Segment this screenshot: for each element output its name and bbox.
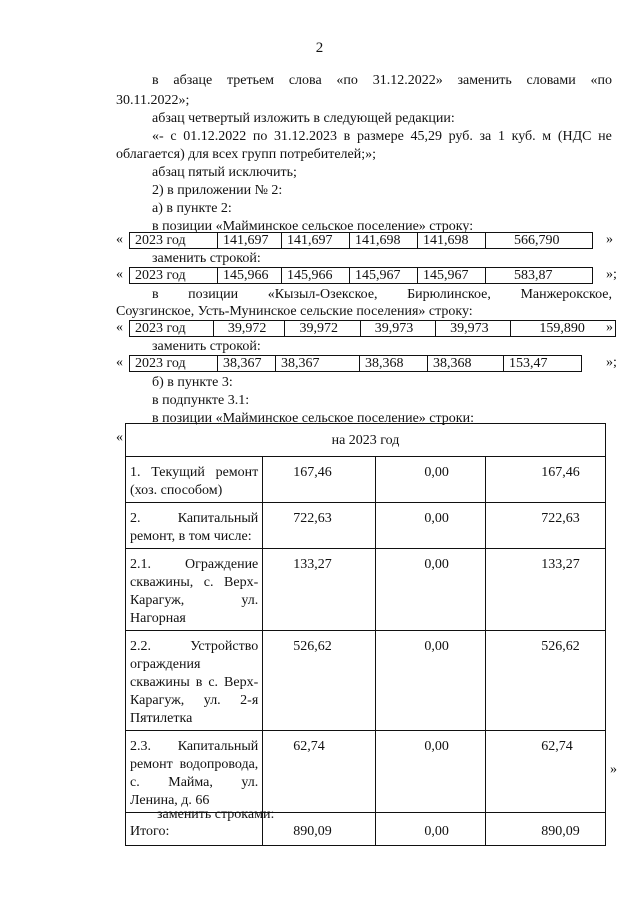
table-row-total: Итого: 890,09 0,00 890,09	[126, 813, 606, 846]
paragraph-12: в подпункте 3.1:	[152, 393, 250, 408]
table-header: на 2023 год	[126, 424, 606, 457]
paragraph-2: абзац четвертый изложить в следующей редакции:	[152, 111, 455, 126]
table-close-quote: »	[610, 762, 617, 777]
table-open-quote: «	[116, 430, 123, 445]
table-row: 2.3. Капитальный ремонт водопровода, с. Майма, ул. Ленина, д. 66 62,74 0,00 62,74	[126, 731, 606, 813]
table-row: 2. Капитальный ремонт, в том числе: 722,63 0,00 722,63	[126, 503, 606, 549]
paragraph-9-line-1: в позиции «Кызыл-Озекское, Бирюлинское, Манжерокское,	[152, 287, 612, 302]
paragraph-3-line-2: облагается) для всех групп потребителей;»;	[116, 147, 377, 162]
paragraph-9-line-2: Соузгинское, Усть-Мунинское сельские поселения» строку:	[116, 304, 473, 319]
paragraph-5: 2) в приложении № 2:	[152, 183, 283, 198]
paragraph-6: а) в пункте 2:	[152, 201, 232, 216]
table-header-row	[126, 424, 606, 457]
paragraph-4: абзац пятый исключить;	[152, 165, 297, 180]
row-2: « 2023 год 145,966 145,966 145,967 145,967 583,87 »;	[116, 267, 617, 283]
paragraph-3-line-1: «- с 01.12.2022 по 31.12.2023 в размере 45,29 руб. за 1 куб. м (НДС не	[152, 129, 612, 144]
table-row: 2.2. Устройство ограждения скважины в с. Верх-Карагуж, ул. 2-я Пятилетка 526,62 0,00 526,62	[126, 631, 606, 731]
row-1: « 2023 год 141,697 141,697 141,698 141,698 566,790 »	[116, 232, 613, 248]
table-row: 1. Текущий ремонт (хоз. способом) 167,46 0,00 167,46	[126, 457, 606, 503]
paragraph-1-line-1: в абзаце третьем слова «по 31.12.2022» заменить словами «по	[152, 73, 612, 88]
paragraph-11: б) в пункте 3:	[152, 375, 233, 390]
page-number: 2	[315, 40, 324, 56]
row-4: « 2023 год 38,367 38,367 38,368 38,368 153,47 »;	[116, 355, 617, 371]
paragraph-8: заменить строкой:	[152, 251, 261, 266]
paragraph-1-line-2: 30.11.2022»;	[116, 93, 190, 108]
paragraph-10: заменить строкой:	[152, 339, 261, 354]
paragraph-14: заменить строками:	[157, 807, 275, 822]
table-row: 2.1. Ограждение скважины, с. Верх-Карагуж, ул. Нагорная 133,27 0,00 133,27	[126, 549, 606, 631]
row-3: « 2023 год 39,972 39,972 39,973 39,973 159,890 »	[116, 320, 616, 337]
paragraph-7: в позиции «Майминское сельское поселение» строку:	[152, 219, 474, 234]
paragraph-13: в позиции «Майминское сельское поселение» строки:	[152, 411, 474, 426]
cost-table	[125, 423, 606, 846]
